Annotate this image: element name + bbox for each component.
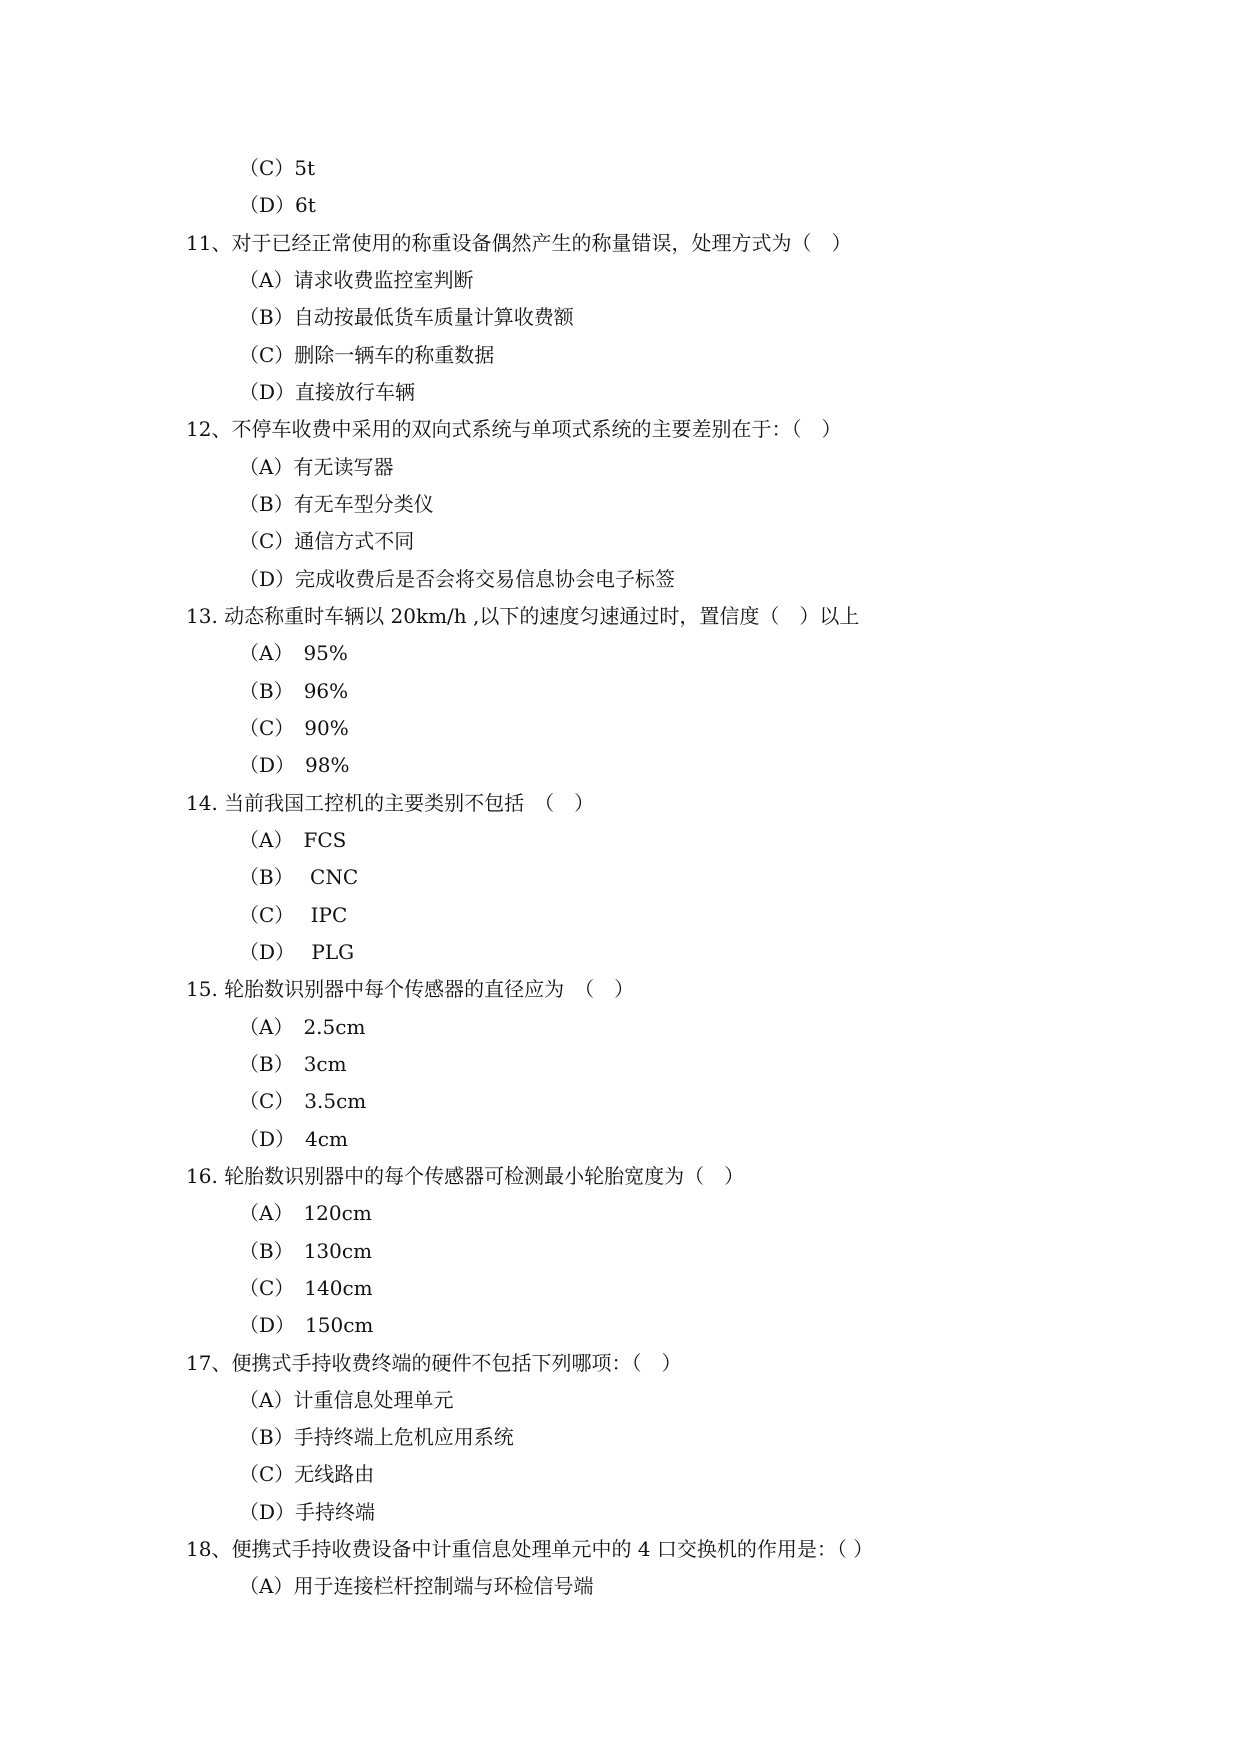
option-line: （B） 3cm (239, 1051, 347, 1076)
option-line: （A）用于连接栏杆控制端与环检信号端 (239, 1574, 594, 1599)
option-line: （A）请求收费监控室判断 (239, 267, 474, 292)
option-line: （B）自动按最低货车质量计算收费额 (239, 305, 574, 330)
option-line: （C）通信方式不同 (239, 529, 415, 554)
option-line: （A） 120cm (239, 1201, 372, 1226)
option-line: （D） 150cm (239, 1313, 374, 1338)
option-line: （C） IPC (239, 902, 348, 927)
option-line: （D）手持终端 (239, 1499, 376, 1524)
option-line: （C）5t (239, 156, 316, 180)
option-line: （B） 96% (239, 678, 349, 703)
option-line: （B） 130cm (239, 1238, 373, 1263)
option-line: （C）无线路由 (239, 1462, 375, 1487)
option-line: （C） 90% (239, 715, 349, 740)
question-line: 15. 轮胎数识别器中每个传感器的直径应为 （ ） (186, 977, 635, 1002)
question-line: 16. 轮胎数识别器中的每个传感器可检测最小轮胎宽度为（ ） (186, 1163, 745, 1188)
question-line: 11、对于已经正常使用的称重设备偶然产生的称量错误，处理方式为（ ） (186, 230, 852, 255)
option-line: （A）计重信息处理单元 (239, 1387, 454, 1412)
option-line: （D）完成收费后是否会将交易信息协会电子标签 (239, 566, 676, 591)
question-line: 18、便携式手持收费设备中计重信息处理单元中的 4 口交换机的作用是：（ ） (186, 1537, 874, 1562)
option-line: （D） 98% (239, 753, 350, 778)
question-line: 12、不停车收费中采用的双向式系统与单项式系统的主要差别在于：（ ） (186, 417, 842, 442)
option-line: （C） 140cm (239, 1275, 373, 1300)
option-line: （C） 3.5cm (239, 1089, 367, 1114)
option-line: （D） 4cm (239, 1126, 348, 1151)
option-line: （B）有无车型分类仪 (239, 491, 434, 516)
option-line: （A） 2.5cm (239, 1014, 366, 1039)
exam-content (0, 150, 1241, 1606)
option-line: （D）6t (239, 193, 316, 218)
option-line: （D） PLG (239, 939, 355, 964)
question-line: 17、便携式手持收费终端的硬件不包括下列哪项：（ ） (186, 1350, 682, 1375)
option-line: （A）有无读写器 (239, 454, 394, 479)
option-line: （A） 95% (239, 641, 348, 666)
option-line: （A） FCS (239, 827, 347, 852)
option-line: （C）删除一辆车的称重数据 (239, 342, 495, 367)
option-line: （B） CNC (239, 865, 359, 890)
question-line: 13. 动态称重时车辆以 20km/h ,以下的速度匀速通过时，置信度（ ）以上 (186, 603, 860, 628)
question-line: 14. 当前我国工控机的主要类别不包括 （ ） (186, 790, 595, 815)
option-line: （B）手持终端上危机应用系统 (239, 1425, 514, 1450)
option-line: （D）直接放行车辆 (239, 379, 416, 404)
